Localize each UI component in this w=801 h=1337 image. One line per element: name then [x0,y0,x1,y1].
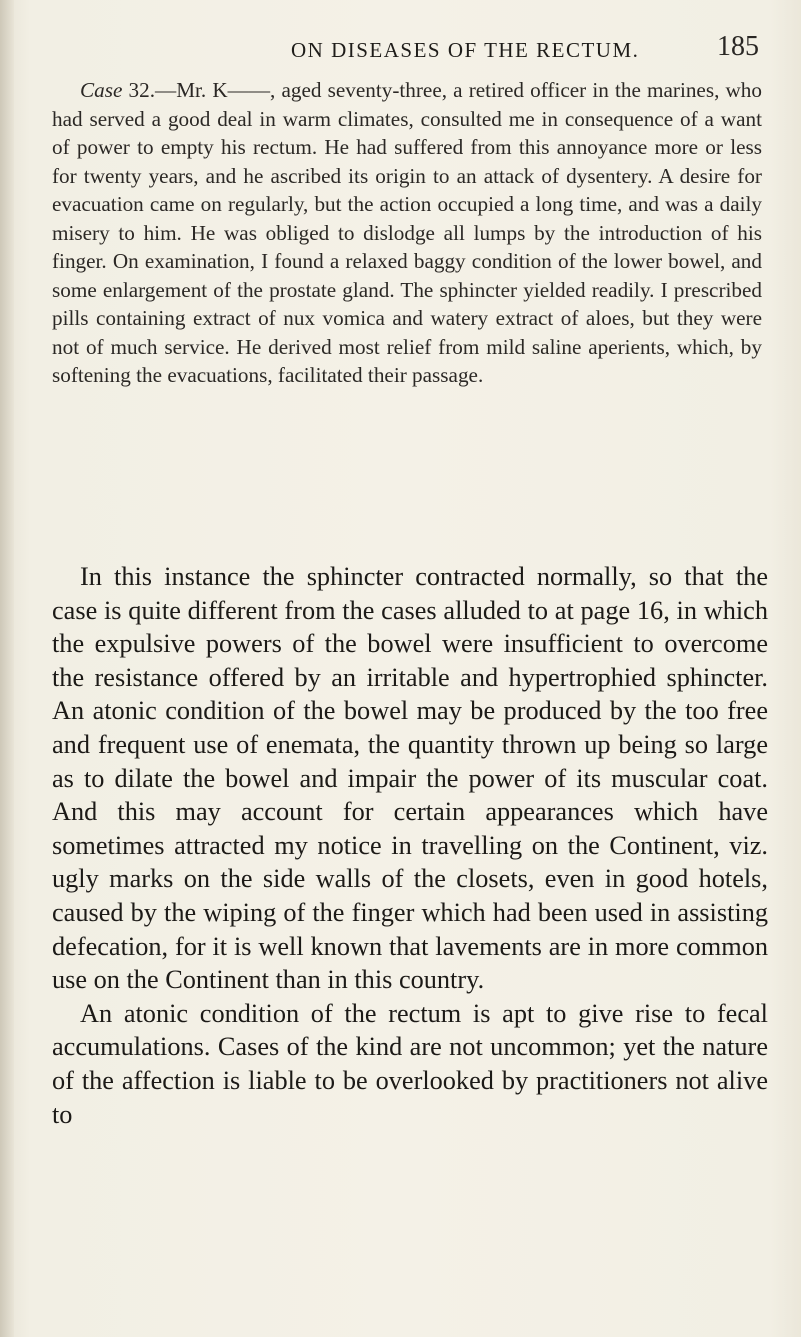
running-head [0,28,801,68]
case-paragraph [52,76,762,390]
case-label: Case [80,78,123,102]
body-text [52,560,768,1131]
binding-shadow [0,0,14,1337]
case-text: 32.—Mr. K——, aged seventy-three, a retired officer in the marines, who had served a good deal in warm climates, consulted me in consequence of a want of power to empty his rectum. He had suffered from this annoyance more or less for twenty years, and he ascribed its origin to an attack of dysentery. A desire for evacuation came on regularly, but the action occupied a long time, and was a daily misery to him. He was obliged to dislodge all lumps by the introduction of his finger. On examination, I found a relaxed baggy condition of the lower bowel, and some enlargement of the prostate gland. The sphincter yielded readily. I prescribed pills containing extract of nux vomica and watery extract of aloes, but they were not of much service. He derived most relief from mild saline aperients, which, by softening the evacuations, facilitated their passage. [52,78,762,387]
running-title: ON DISEASES OF THE RECTUM. [291,38,640,62]
body-paragraph-2: An atonic condition of the rectum is apt to give rise to fecal accumulations. Cases of the kind are not uncommon; yet the nature of the affection is liable to be overlooked by practitioners not alive to [52,998,768,1129]
body-paragraph-1: In this instance the sphincter contracted normally, so that the case is quite different from the cases alluded to at page 16, in which the expulsive powers of the bowel were insufficient to overcome the resistance offered by an irritable and hypertrophied sphincter. An atonic condition of the bowel may be produced by the too free and frequent use of enemata, the quantity thrown up being so large as to dilate the bowel and impair the power of its muscular coat. And this may account for certain appearances which have sometimes attracted my notice in travelling on the Continent, viz. ugly marks on the side walls of the closets, even in good hotels, caused by the wiping of the finger which had been used in assisting defecation, for it is well known that lavements are in more common use on the Continent than in this country. [52,562,768,995]
page-number: 185 [717,31,759,62]
